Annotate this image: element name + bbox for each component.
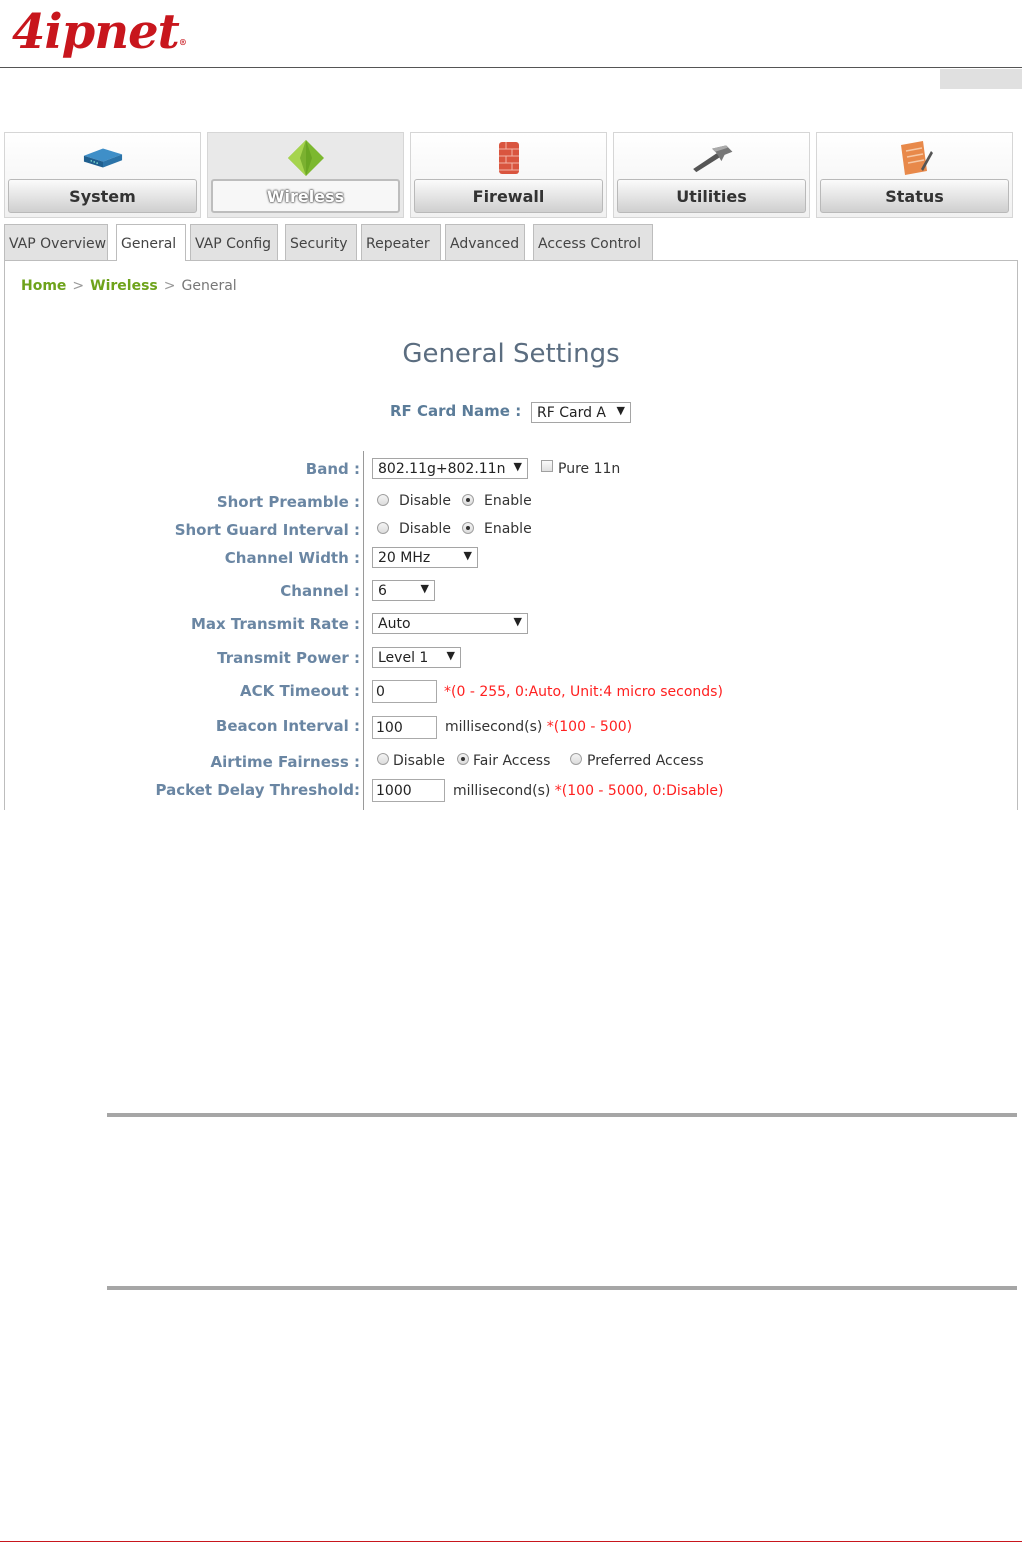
switch-device-icon bbox=[81, 139, 125, 177]
beacon-interval-input[interactable]: 100 bbox=[372, 716, 437, 739]
channel-value: 6 bbox=[378, 583, 387, 599]
tab-access-control[interactable]: Access Control bbox=[533, 224, 653, 260]
short-guard-disable-label: Disable bbox=[399, 521, 451, 537]
breadcrumb-separator: > bbox=[72, 278, 85, 294]
nav-wireless[interactable] bbox=[207, 132, 404, 218]
sub-tab-bar bbox=[4, 224, 664, 260]
footer-line bbox=[0, 1541, 1022, 1542]
max-transmit-rate-select[interactable] bbox=[372, 613, 528, 634]
breadcrumb-separator: > bbox=[163, 278, 176, 294]
nav-system-button[interactable]: System bbox=[8, 179, 197, 213]
beacon-interval-unit bbox=[445, 719, 632, 735]
tab-repeater[interactable]: Repeater bbox=[361, 224, 441, 260]
nav-utilities-button[interactable]: Utilities bbox=[617, 179, 806, 213]
section-rule-top bbox=[107, 1113, 1017, 1117]
airtime-disable-radio[interactable] bbox=[377, 753, 389, 765]
short-preamble-enable-radio[interactable] bbox=[462, 494, 474, 506]
chevron-down-icon: ▼ bbox=[513, 460, 522, 473]
chevron-down-icon: ▼ bbox=[463, 549, 472, 562]
band-value: 802.11g+802.11n bbox=[378, 461, 506, 477]
hammer-icon bbox=[690, 139, 734, 177]
rf-card-label: RF Card Name : bbox=[390, 402, 522, 420]
ack-timeout-input[interactable]: 0 bbox=[372, 680, 437, 703]
airtime-preferred-access-radio[interactable] bbox=[570, 753, 582, 765]
packet-delay-threshold-unit bbox=[453, 783, 723, 799]
nav-status-button[interactable]: Status bbox=[820, 179, 1009, 213]
max-transmit-rate-label: Max Transmit Rate : bbox=[190, 615, 360, 633]
short-guard-enable-radio[interactable] bbox=[462, 522, 474, 534]
transmit-power-value: Level 1 bbox=[378, 650, 429, 666]
header-page-tab bbox=[940, 69, 1022, 89]
beacon-interval-unit-text: millisecond(s) bbox=[445, 719, 543, 735]
band-label: Band : bbox=[305, 460, 360, 478]
nav-wireless-button[interactable]: Wireless bbox=[211, 179, 400, 213]
chevron-down-icon: ▼ bbox=[513, 615, 522, 628]
pure-11n-checkbox[interactable] bbox=[541, 460, 553, 472]
transmit-power-label: Transmit Power : bbox=[217, 649, 360, 667]
short-preamble-enable-label: Enable bbox=[484, 493, 532, 509]
short-guard-disable-radio[interactable] bbox=[377, 522, 389, 534]
breadcrumb-current: General bbox=[181, 278, 237, 294]
section-rule-bottom bbox=[107, 1286, 1017, 1290]
tab-advanced[interactable]: Advanced bbox=[445, 224, 525, 260]
wireless-gem-icon bbox=[284, 139, 328, 177]
short-guard-interval-label: Short Guard Interval : bbox=[174, 521, 360, 539]
notepad-icon bbox=[893, 139, 937, 177]
page-title: General Settings bbox=[402, 339, 620, 369]
nav-system[interactable] bbox=[4, 132, 201, 218]
tab-vap-config[interactable]: VAP Config bbox=[190, 224, 278, 260]
nav-firewall[interactable] bbox=[410, 132, 607, 218]
channel-label: Channel : bbox=[280, 582, 360, 600]
firewall-brick-icon bbox=[487, 139, 531, 177]
beacon-interval-label: Beacon Interval : bbox=[215, 717, 360, 735]
chevron-down-icon: ▼ bbox=[446, 649, 455, 662]
rf-card-select[interactable] bbox=[531, 402, 631, 423]
packet-delay-threshold-label: Packet Delay Threshold: bbox=[155, 781, 360, 799]
short-guard-enable-label: Enable bbox=[484, 521, 532, 537]
channel-width-select[interactable] bbox=[372, 547, 478, 568]
chevron-down-icon: ▼ bbox=[616, 404, 625, 417]
rf-card-value: RF Card A bbox=[537, 405, 607, 421]
transmit-power-select[interactable] bbox=[372, 647, 461, 668]
main-nav bbox=[4, 132, 1016, 218]
tab-general[interactable]: General bbox=[116, 224, 186, 261]
nav-utilities[interactable] bbox=[613, 132, 810, 218]
tab-vap-overview[interactable]: VAP Overview bbox=[4, 224, 108, 260]
header-divider bbox=[0, 67, 1022, 68]
airtime-fair-access-radio[interactable] bbox=[457, 753, 469, 765]
packet-delay-hint: *(100 - 5000, 0:Disable) bbox=[554, 783, 724, 799]
packet-delay-unit-text: millisecond(s) bbox=[453, 783, 551, 799]
beacon-interval-hint: *(100 - 500) bbox=[546, 719, 633, 735]
channel-select[interactable] bbox=[372, 580, 435, 601]
pure-11n-label: Pure 11n bbox=[558, 461, 621, 477]
short-preamble-label: Short Preamble : bbox=[216, 493, 360, 511]
packet-delay-threshold-input[interactable]: 1000 bbox=[372, 779, 445, 802]
nav-status[interactable] bbox=[816, 132, 1013, 218]
nav-firewall-button[interactable]: Firewall bbox=[414, 179, 603, 213]
breadcrumb bbox=[21, 278, 237, 294]
airtime-fairness-label: Airtime Fairness : bbox=[210, 753, 360, 771]
airtime-fair-access-label: Fair Access bbox=[473, 753, 551, 769]
tab-security[interactable]: Security bbox=[285, 224, 357, 260]
channel-width-label: Channel Width : bbox=[224, 549, 360, 567]
breadcrumb-home[interactable]: Home bbox=[21, 278, 67, 294]
breadcrumb-wireless[interactable]: Wireless bbox=[90, 278, 158, 294]
ack-timeout-hint: *(0 - 255, 0:Auto, Unit:4 micro seconds) bbox=[444, 684, 723, 700]
airtime-disable-label: Disable bbox=[393, 753, 445, 769]
ack-timeout-label: ACK Timeout : bbox=[239, 682, 360, 700]
chevron-down-icon: ▼ bbox=[420, 582, 429, 595]
form-divider bbox=[363, 451, 364, 810]
band-select[interactable] bbox=[372, 458, 528, 479]
brand-logo: 4ipnet® bbox=[12, 4, 186, 60]
short-preamble-disable-label: Disable bbox=[399, 493, 451, 509]
short-preamble-disable-radio[interactable] bbox=[377, 494, 389, 506]
channel-width-value: 20 MHz bbox=[378, 550, 431, 566]
max-transmit-rate-value: Auto bbox=[378, 616, 411, 632]
airtime-preferred-access-label: Preferred Access bbox=[587, 753, 704, 769]
